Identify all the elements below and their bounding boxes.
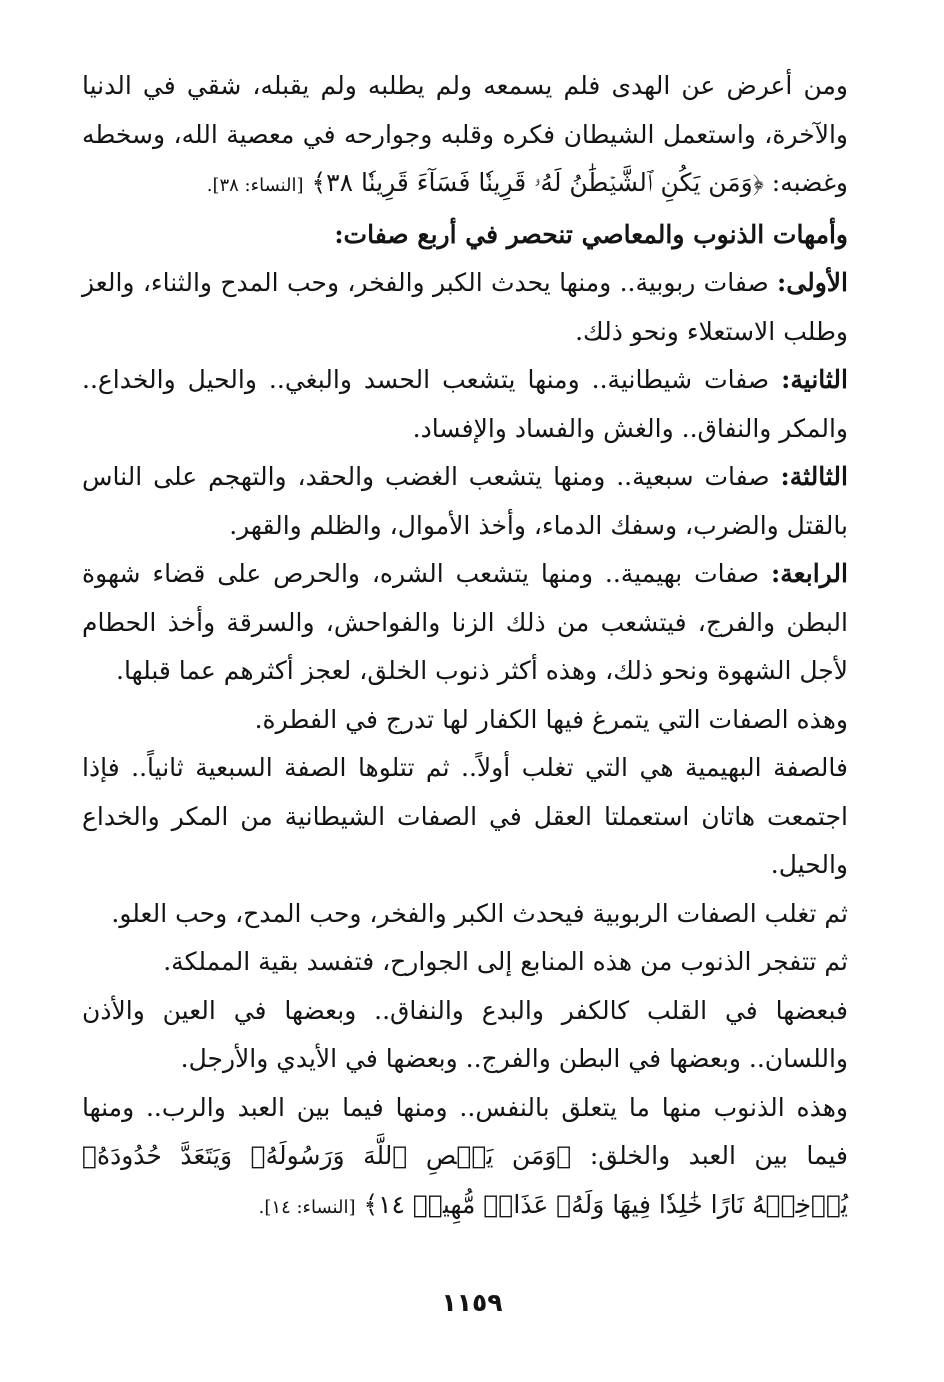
paragraph-text: صفات شيطانية.. ومنها يتشعب الحسد والبغي.. والحيل والخداع.. والمكر والنفاق.. والغش والفساد والإفساد. [82,365,848,443]
paragraph-fourth-type [82,550,848,696]
paragraph-organs: فبعضها في القلب كالكفر والبدع والنفاق.. وبعضها في العين والأذن واللسان.. وبعضها في البطن والفرج.. وبعضها في الأيدي والأرجل. [82,995,848,1073]
paragraph-third-type [82,453,848,550]
lead-label: الرابعة: [771,559,848,588]
quran-verse: ﴿وَمَن يَكُنِ ٱلشَّيۡطَٰنُ لَهُۥ قَرِينٗا فَسَآءَ قَرِينٗا ٣٨﴾ [311,168,764,197]
paragraph-text: ومن أعرض عن الهدى فلم يسمعه ولم يطلبه ولم يقبله، شقي في الدنيا والآخرة، واستعمل الشيطان فكره وقلبه وجوارحه في معصية الله، وسخطه وغضبه: [82,71,848,197]
paragraph-first-type [82,259,848,356]
paragraph-intro [82,62,848,211]
paragraph-text: صفات سبعية.. ومنها يتشعب الغضب والحقد، والتهجم على الناس بالقتل والضرب، وسفك الدماء، وأخذ الأموال، والظلم والقهر. [82,462,848,540]
lead-label: الأولى: [777,268,848,297]
lead-label: الثالثة: [780,462,848,491]
verse-reference: [النساء: ٣٨]. [206,175,304,196]
paragraph-text: صفات بهيمية.. ومنها يتشعب الشره، والحرص على قضاء شهوة البطن والفرج، فيتشعب من ذلك الزنا والفواحش، والسرقة وأخذ الحطام لأجل الشهوة ونحو ذلك، وهذه أكثر ذنوب الخلق، لعجز أكثرهم عما قبلها. [82,559,848,685]
paragraph-text: صفات ربوبية.. ومنها يحدث الكبر والفخر، وحب المدح والثناء، والعز وطلب الاستعلاء ونحو ذلك. [82,268,848,346]
paragraph-text: وهذه الذنوب منها ما يتعلق بالنفس.. ومنها فيما بين العبد والرب.. ومنها فيما بين العبد والخلق: [82,1092,848,1170]
verse-reference: [النساء: ١٤]. [258,1196,356,1218]
paragraph-relations [82,1084,848,1233]
quran-verse: ﴿وَمَن يَعۡصِ ٱللَّهَ وَرَسُولَهُۥ وَيَتَعَدَّ حُدُودَهُۥ يُدۡخِلۡهُ نَارًا خَٰلِدٗا فِيهَا وَلَهُۥ عَذَابٞ مُّهِينٞ ١٤﴾ [82,1141,848,1219]
section-heading: وأمهات الذنوب والمعاصي تنحصر في أربع صفات: [334,219,848,249]
paragraph-limbs: ثم تتفجر الذنوب من هذه المنابع إلى الجوارح، فتفسد بقية المملكة. [163,947,848,976]
lead-label: الثانية: [781,365,848,394]
paragraph-lordship: ثم تغلب الصفات الربوبية فيحدث الكبر والفخر، وحب المدح، وحب العلو. [111,898,848,928]
paragraph-second-type [82,356,848,453]
page-number: ١١٥٩ [441,1288,503,1317]
paragraph-gradation: وهذه الصفات التي يتمرغ فيها الكفار لها تدرج في الفطرة. [254,704,848,734]
paragraph-order: فالصفة البهيمية هي التي تغلب أولاً.. ثم تتلوها الصفة السبعية ثانياً.. فإذا اجتمعت هاتان استعملتا العقل في الصفات الشيطانية من المكر والخداع والحيل. [82,753,848,879]
